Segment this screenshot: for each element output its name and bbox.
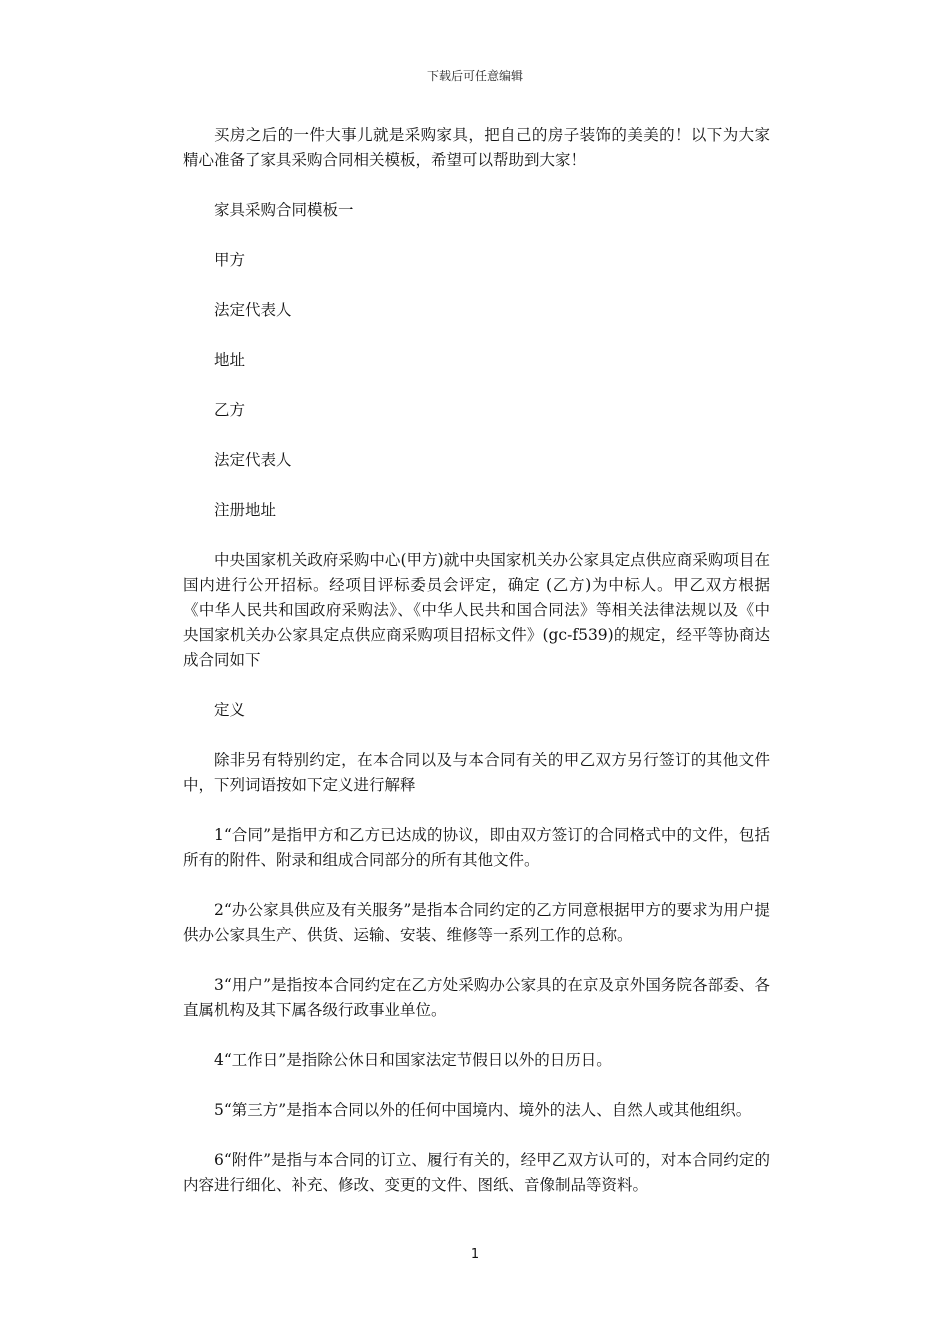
party-a-address-label: 地址 [214, 351, 246, 369]
definitions-heading: 定义 [214, 701, 246, 719]
template-title: 家具采购合同模板一 [214, 201, 354, 219]
party-a-legal-rep-label: 法定代表人 [214, 301, 292, 319]
definition-item: 3“用户”是指按本合同约定在乙方处采购办公家具的在京及京外国务院各部委、各直属机构及其下属各级行政事业单位。 [183, 976, 770, 1019]
intro-paragraph: 买房之后的一件大事儿就是采购家具，把自己的房子装饰的美美的！以下为大家精心准备了家具采购合同相关模板，希望可以帮助到大家！ [183, 126, 770, 169]
definition-item: 2“办公家具供应及有关服务”是指本合同约定的乙方同意根据甲方的要求为用户提供办公家具生产、供货、运输、安装、维修等一系列工作的总称。 [183, 901, 770, 944]
document-body [183, 123, 770, 1223]
party-b-legal-rep-label: 法定代表人 [214, 451, 292, 469]
party-b-registered-address-label: 注册地址 [214, 501, 277, 519]
contract-preamble: 中央国家机关政府采购中心(甲方)就中央国家机关办公家具定点供应商采购项目在国内进行公开招标。经项目评标委员会评定，确定 (乙方)为中标人。甲乙双方根据《中华人民共和国政府采购法》、《中华人民共和国合同法》等相关法律法规以及《中央国家机关办公家具定点供应商采购项目招标文件》(gc-f539)的规定，经平等协商达成合同如下 [183, 551, 770, 669]
definition-item: 1“合同”是指甲方和乙方已达成的协议，即由双方签订的合同格式中的文件，包括所有的附件、附录和组成合同部分的所有其他文件。 [183, 826, 770, 869]
page-number: 1 [470, 1247, 480, 1262]
definition-item: 5“第三方”是指本合同以外的任何中国境内、境外的法人、自然人或其他组织。 [214, 1101, 752, 1119]
party-a-label: 甲方 [214, 251, 246, 269]
party-b-label: 乙方 [214, 401, 246, 419]
definition-item: 6“附件”是指与本合同的订立、履行有关的，经甲乙双方认可的，对本合同约定的内容进行细化、补充、修改、变更的文件、图纸、音像制品等资料。 [183, 1151, 770, 1194]
definitions-intro: 除非另有特别约定，在本合同以及与本合同有关的甲乙双方另行签订的其他文件中，下列词语按如下定义进行解释 [183, 751, 770, 794]
definition-item: 4“工作日”是指除公休日和国家法定节假日以外的日历日。 [214, 1051, 612, 1069]
page-header: 下载后可任意编辑 [426, 69, 523, 83]
